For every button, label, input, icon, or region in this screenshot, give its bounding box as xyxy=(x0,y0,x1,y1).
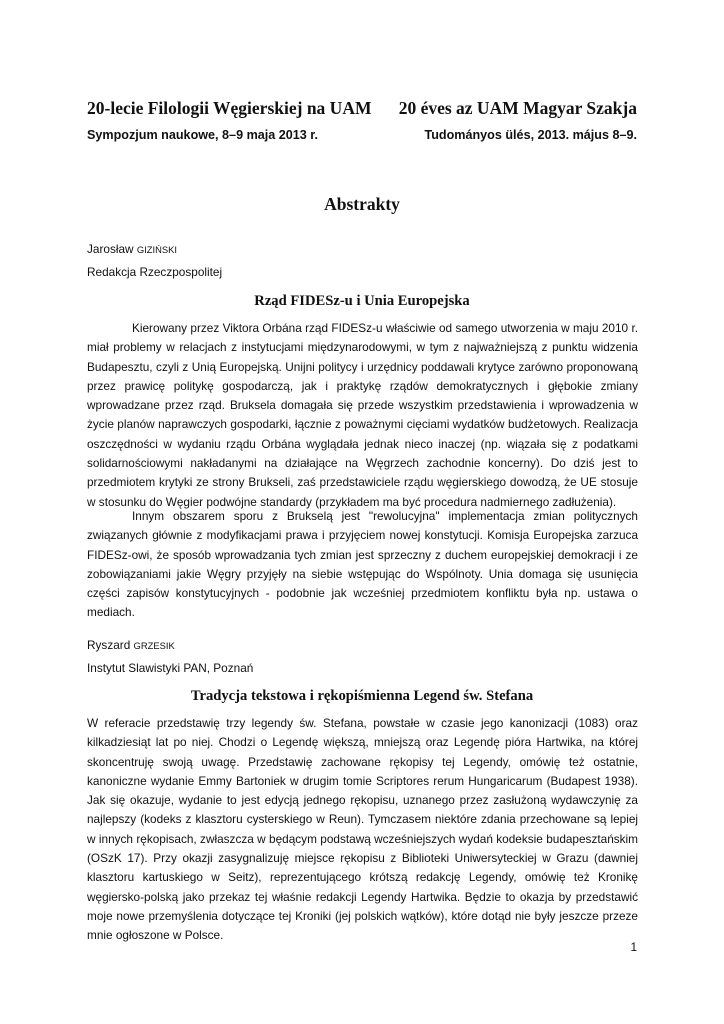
header-title-hungarian: 20 éves az UAM Magyar Szakja xyxy=(398,98,637,118)
page-number: 1 xyxy=(630,940,637,954)
header-title-row xyxy=(87,98,637,119)
author-last-name: GRZESIK xyxy=(133,640,175,651)
header-subtitle-polish: Sympozjum naukowe, 8–9 maja 2013 r. xyxy=(87,128,318,142)
abstract-paragraph: W referacie przedstawię trzy legendy św. Stefana, powstałe w czasie jego kanonizacji (1083) oraz kilkadziesiąt lat po niej. Chodzi o Legendę większą, mniejszą oraz Legendę pióra Hartwika, na której skoncentruję swoją uwagę. Przedstawię zachowane rękopisy tej Legendy, omówię też ostatnie, kanoniczne wydanie Emmy Bartoniek w drugim tomie Scriptores rerum Hungaricarum (Budapest 1938). Jak się okazuje, wydanie to jest edycją jednego rękopisu, uznanego przez zasłużoną wydawczynię za najlepszy (kodeks z klasztoru cysterskiego w Reun). Tymczasem niektóre zdania przechowane są lepiej w innych rękopisach, zwłaszcza w będącym podstawą wcześniejszych wydań kodeksie budapesztańskim (OSzK 17). Przy okazji zasygnalizuję miejsce rękopisu z Biblioteki Uniwersyteckiej w Grazu (dawniej klasztoru kartuskiego w Seitz), reprezentującego krótszą redakcję Legendy, omówię też Kronikę węgiersko-polską jako przekaz tej właśnie redakcji Legendy Hartwika. Będzie to okazja by przedstawić moje nowe przemyślenia dotyczące tej Kroniki (jej polskich wątków), które dotąd nie były jeszcze przeze mnie ogłoszone w Polsce. xyxy=(87,716,638,943)
header-title-polish: 20-lecie Filologii Węgierskiej na UAM xyxy=(87,98,372,118)
header-subtitle-hungarian: Tudományos ülés, 2013. május 8–9. xyxy=(424,128,637,142)
author-affiliation: Instytut Slawistyki PAN, Poznań xyxy=(87,661,254,675)
abstract-paragraph: Innym obszarem sporu z Brukselą jest "rewolucyjna" implementacja zmian politycznych związanych głównie z modyfikacjami prawa i przyjęciem nowej konstytucji. Komisja Europejska zarzuca FIDESz-owi, że sposób wprowadzania tych zmian jest sprzeczny z duchem europejskiej demokracji i ze zobowiązaniami jakie Węgry przyjęły na siebie wstępując do Wspólnoty. Unia domaga się usunięcia części zapisów konstytucyjnych - podobnie jak wcześniej przedmiotem konfliktu była np. ustawa o mediach. xyxy=(87,509,638,620)
author-last-name: GIZIŃSKI xyxy=(136,244,177,255)
document-title: Abstrakty xyxy=(324,194,400,214)
abstract-title: Rząd FIDESz-u i Unia Europejska xyxy=(254,293,470,309)
abstract-paragraph: Kierowany przez Viktora Orbána rząd FIDESz-u właściwie od samego utworzenia w maju 2010 r. miał problemy w relacjach z instytucjami międzynarodowymi, w tym z najważniejszą z punktu widzenia Budapesztu, czyli z Unią Europejską. Unijni politycy i urzędnicy poddawali krytyce zarówno proponowaną przez prawicę politykę gospodarczą, jak i praktykę rządów demokratycznych i głębokie zmiany wprowadzane przez rząd. Bruksela domagała się przede wszystkim przedstawienia i wprowadzenia w życie planów naprawczych gospodarki, łącznie z poważnymi cięciami wydatków budżetowych. Realizacja oszczędności w wydaniu rządu Orbána wyglądała jednak nieco inaczej (np. wiązała się z podatkami solidarnościowymi nakładanymi na działające na Węgrzech zachodnie koncerny). Do dziś jest to przedmiotem krytyki ze strony Brukseli, zaś przedstawiciele rządu węgierskiego dowodzą, że UE stosuje w stosunku do Węgier podwójne standardy (przykładem ma być procedura nadmiernego zadłużenia). xyxy=(87,321,638,509)
author-affiliation: Redakcja Rzeczpospolitej xyxy=(87,265,223,279)
author-name xyxy=(87,242,177,256)
header-subtitle-row xyxy=(87,128,637,142)
author-first-name: Ryszard xyxy=(87,638,131,652)
author-name xyxy=(87,638,175,652)
abstract-title: Tradycja tekstowa i rękopiśmienna Legend św. Stefana xyxy=(190,688,534,704)
author-first-name: Jarosław xyxy=(87,242,134,256)
